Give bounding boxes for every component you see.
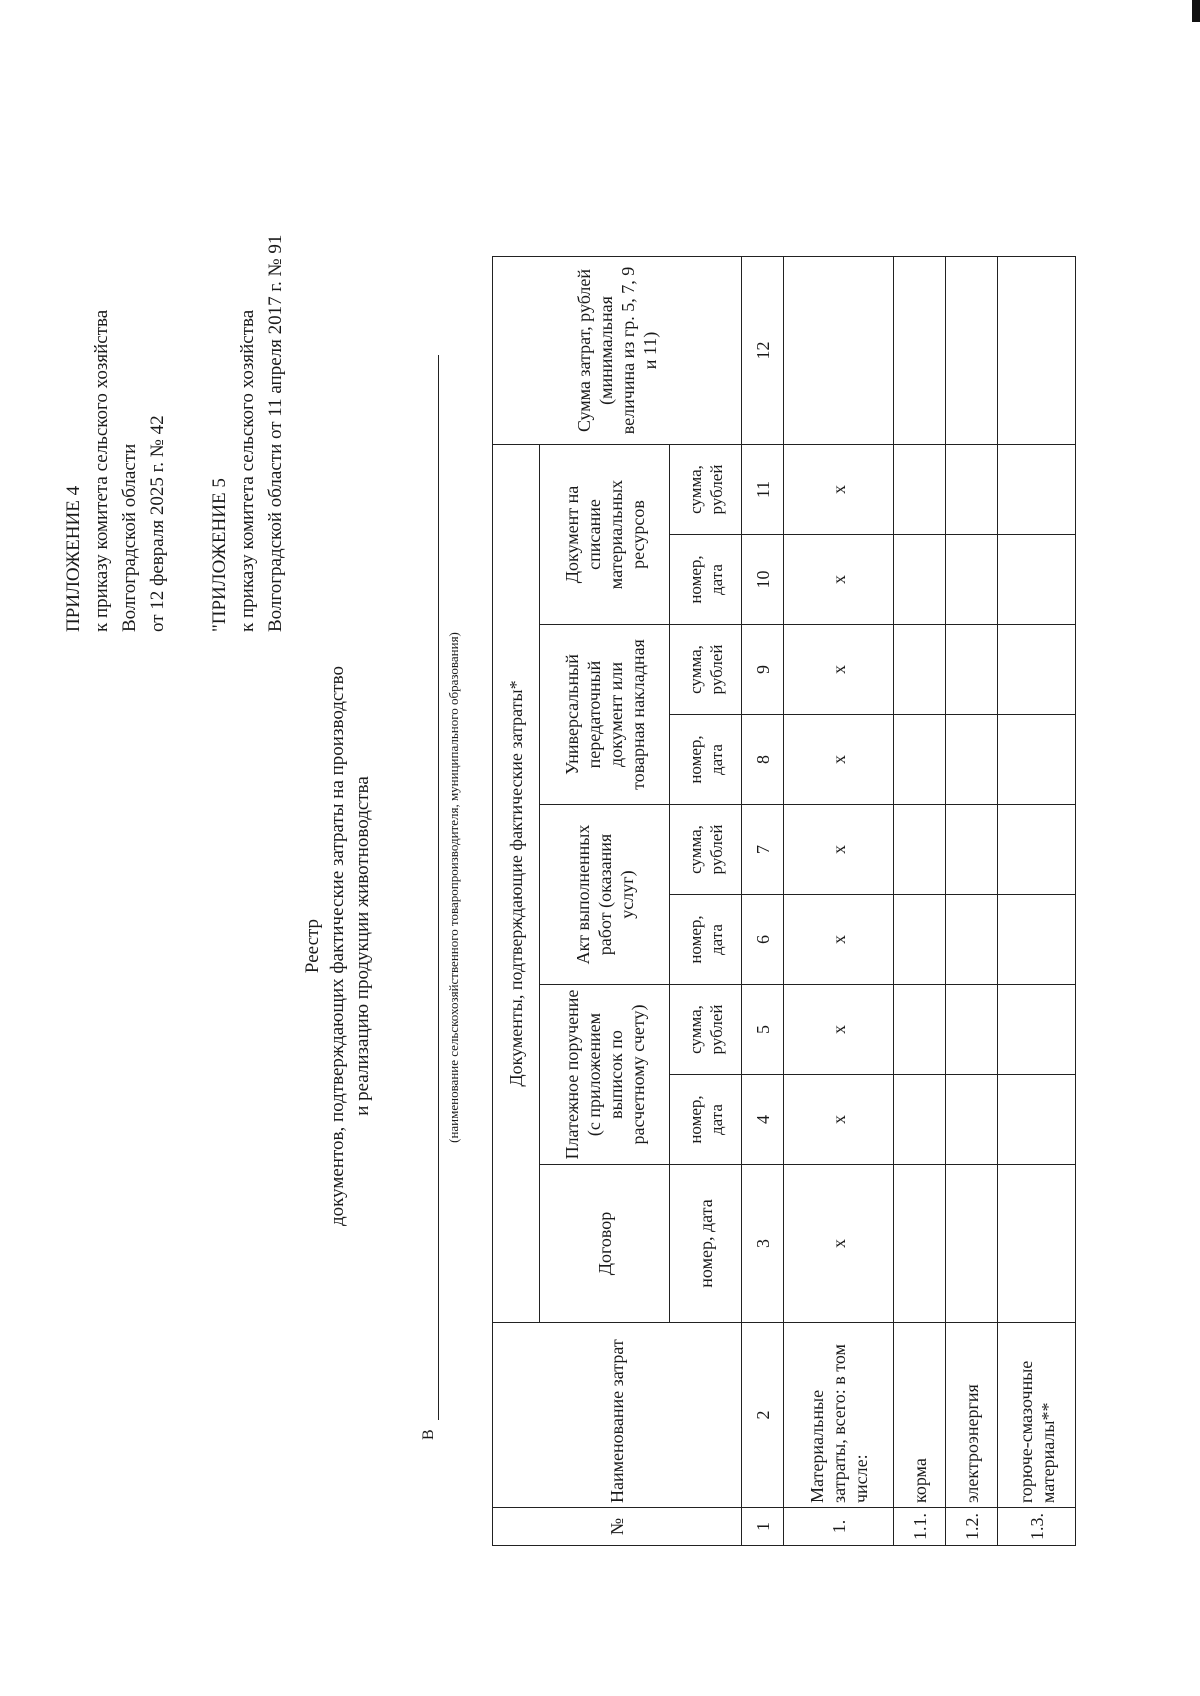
appendix-4-line: ПРИЛОЖЕНИЕ 4 (63, 485, 84, 632)
table-row (998, 257, 1076, 1546)
table-cell (946, 985, 998, 1075)
subheader-number-date: номер, дата (670, 895, 742, 985)
table-cell (946, 445, 998, 535)
column-number: 9 (742, 625, 784, 715)
table-cell: х (784, 1075, 894, 1165)
subheader-amount: сумма, рублей (670, 805, 742, 895)
producer-name-line (438, 355, 439, 1420)
table-cell: х (784, 895, 894, 985)
header-cost-name: Наименование затрат (493, 1323, 742, 1508)
table-row (784, 257, 894, 1546)
appendix-4-line: Волгоградской области (119, 443, 140, 632)
subheader-amount: сумма, рублей (670, 985, 742, 1075)
table-cell (784, 257, 894, 445)
table-cell: х (784, 805, 894, 895)
table-cell: х (784, 535, 894, 625)
row-number: 1. (784, 1508, 894, 1546)
table-cell (894, 805, 946, 895)
table-cell (894, 895, 946, 985)
table-cell (998, 535, 1076, 625)
table-cell: х (784, 625, 894, 715)
column-number: 7 (742, 805, 784, 895)
row-cost-name: корма (894, 1323, 946, 1508)
table-cell: х (784, 1165, 894, 1323)
subheader-amount: сумма, рублей (670, 445, 742, 535)
table-cell (894, 985, 946, 1075)
column-number: 12 (742, 257, 784, 445)
title-line: и реализацию продукции животноводства (352, 776, 373, 1116)
subheader-amount: сумма, рублей (670, 625, 742, 715)
subheader-contract-number-date: номер, дата (670, 1165, 742, 1323)
row-cost-name: Материальные затраты, всего: в том числе: (784, 1323, 894, 1508)
appendix-4-header (60, 310, 172, 632)
table-cell (946, 535, 998, 625)
table-cell (946, 715, 998, 805)
header-contract: Договор (540, 1165, 670, 1323)
header-transfer-document: Универсальный передаточный документ или товарная накладная (540, 625, 670, 805)
header-writeoff-document: Документ на списание материальных ресурсов (540, 445, 670, 625)
table-cell (894, 1165, 946, 1323)
table-cell (894, 535, 946, 625)
table-cell: х (784, 715, 894, 805)
table-cell (894, 445, 946, 535)
table-cell (998, 445, 1076, 535)
appendix-4-line: от 12 февраля 2025 г. № 42 (147, 415, 168, 632)
subheader-number-date: номер, дата (670, 715, 742, 805)
header-cost-sum: Сумма затрат, рублей (минимальная величина из гр. 5, 7, 9 и 11) (493, 257, 742, 445)
header-documents-group: Документы, подтверждающие фактические затраты* (493, 445, 540, 1323)
table-cell (946, 1075, 998, 1165)
header-payment-order: Платежное поручение (с приложением выписок по расчетному счету) (540, 985, 670, 1165)
table-cell: х (784, 985, 894, 1075)
table-cell (998, 715, 1076, 805)
table-cell (998, 1075, 1076, 1165)
table-cell (946, 1165, 998, 1323)
table-row (894, 257, 946, 1546)
column-number: 6 (742, 895, 784, 985)
column-number-row (742, 257, 784, 1546)
appendix-5-line: Волгоградской области от 11 апреля 2017 г. № 91 (265, 234, 286, 632)
subheader-number-date: номер, дата (670, 1075, 742, 1165)
table-cell (946, 257, 998, 445)
table-cell (998, 805, 1076, 895)
cost-registry-table (492, 256, 1076, 1546)
table-cell (998, 257, 1076, 445)
title-line: документов, подтверждающих фактические затраты на производство (327, 665, 348, 1227)
header-work-act: Акт выполненных работ (оказания услуг) (540, 805, 670, 985)
column-number: 10 (742, 535, 784, 625)
row-number: 1.1. (894, 1508, 946, 1546)
column-number: 4 (742, 1075, 784, 1165)
title-line: Реестр (302, 918, 323, 974)
column-number: 11 (742, 445, 784, 535)
row-cost-name: горюче-смазочные материалы** (998, 1323, 1076, 1508)
producer-caption: (наименование сельскохозяйственного товаропроизводителя, муниципального образования) (446, 632, 461, 1143)
row-cost-name: электроэнергия (946, 1323, 998, 1508)
column-number: 5 (742, 985, 784, 1075)
subheader-number-date: номер, дата (670, 535, 742, 625)
appendix-5-line: "ПРИЛОЖЕНИЕ 5 (209, 478, 230, 632)
table-cell (894, 625, 946, 715)
appendix-5-line: к приказу комитета сельского хозяйства (237, 309, 258, 632)
column-number: 2 (742, 1323, 784, 1508)
appendix-4-line: к приказу комитета сельского хозяйства (91, 309, 112, 632)
header-number: № (493, 1508, 742, 1546)
table-row (946, 257, 998, 1546)
table-cell (894, 1075, 946, 1165)
registry-title (300, 446, 375, 1446)
appendix-5-header (206, 235, 290, 632)
table-cell (946, 625, 998, 715)
row-number: 1.3. (998, 1508, 1076, 1546)
table-cell (998, 1165, 1076, 1323)
table-cell: х (784, 445, 894, 535)
table-cell (894, 715, 946, 805)
table-cell (998, 625, 1076, 715)
column-number: 3 (742, 1165, 784, 1323)
column-number: 1 (742, 1508, 784, 1546)
row-number: 1.2. (946, 1508, 998, 1546)
column-number: 8 (742, 715, 784, 805)
table-cell (946, 895, 998, 985)
producer-prefix: В (420, 1429, 437, 1440)
table-cell (998, 895, 1076, 985)
table-cell (894, 257, 946, 445)
table-cell (998, 985, 1076, 1075)
table-cell (946, 805, 998, 895)
